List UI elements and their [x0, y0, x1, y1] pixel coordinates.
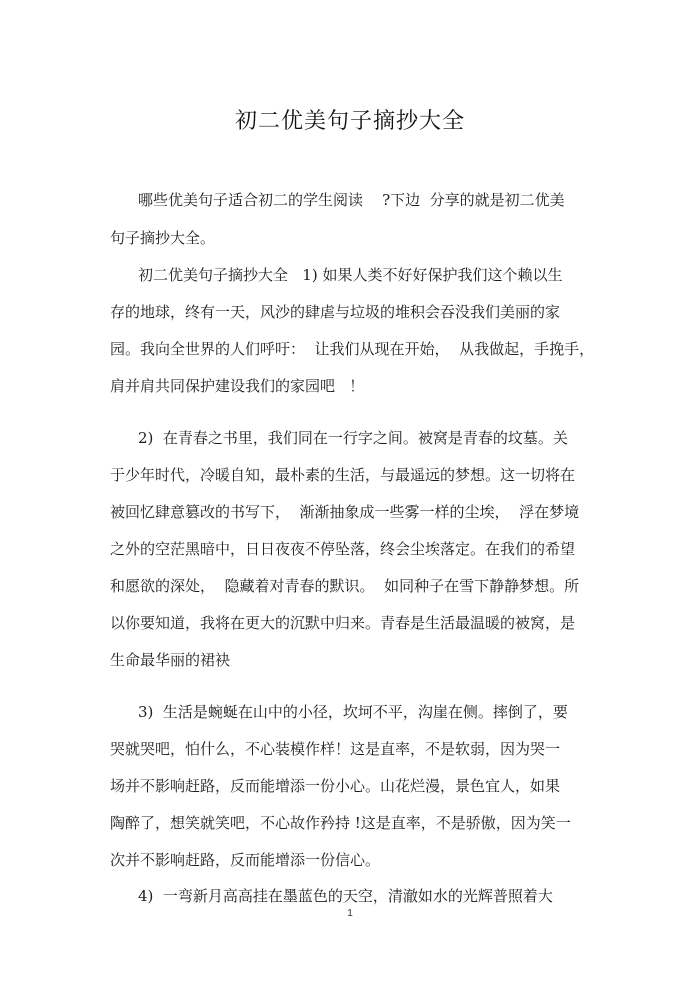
paragraph-line: 初二优美句子摘抄大全 1) 如果人类不好好保护我们这个赖以生: [138, 266, 563, 284]
document-title: 初二优美句子摘抄大全: [234, 109, 465, 134]
paragraph-line: 哭就哭吧，怕什么，不心装模作样！这是直率，不是软弱，因为哭一: [110, 740, 561, 758]
paragraph-line: 被回忆肆意篡改的书写下， 渐渐抽象成一些雾一样的尘埃， 浮在梦境: [110, 503, 580, 521]
paragraph-line: 场并不影响赶路，反而能增添一份小心。山花烂漫，景色宜人，如果: [110, 777, 561, 795]
paragraph-line: 园。我向全世界的人们呼吁： 让我们从现在开始， 从我做起，手挽手，: [110, 340, 595, 358]
paragraph-line: 陶醉了，想笑就笑吧，不心故作矜持 !这是直率，不是骄傲，因为笑一: [110, 814, 571, 832]
page-number: 1: [347, 908, 353, 919]
paragraph-line: 3) 生活是蜿蜒在山中的小径，坎坷不平，沟崖在侧。摔倒了，要: [138, 703, 568, 721]
paragraph-line: 和愿欲的深处， 隐藏着对青春的默识。 如同种子在雪下静静梦想。所: [110, 577, 580, 595]
paragraph-line: 2) 在青春之书里，我们同在一行字之间。被窝是青春的坟墓。关: [138, 429, 568, 447]
paragraph-line: 以你要知道，我将在更大的沉默中归来。青春是生活最温暖的被窝，是: [110, 614, 576, 632]
paragraph-line: 4) 一弯新月高高挂在墨蓝色的天空，清澈如水的光辉普照着大: [138, 887, 553, 905]
paragraph-line: 哪些优美句子适合初二的学生阅读 ?下边 分享的就是初二优美: [138, 191, 565, 209]
paragraph-line: 次并不影响赶路，反而能增添一份信心。: [110, 851, 381, 869]
paragraph-line: 生命最华丽的裙袂: [110, 651, 231, 669]
paragraph-line: 肩并肩共同保护建设我们的家园吧 ！: [110, 377, 365, 395]
paragraph-line: 于少年时代，冷暖自知，最朴素的生活，与最遥远的梦想。这一切将在: [110, 466, 576, 484]
paragraph-line: 句子摘抄大全。: [110, 229, 216, 247]
paragraph-line: 之外的空茫黑暗中，日日夜夜不停坠落，终会尘埃落定。在我们的希望: [110, 540, 576, 558]
paragraph-line: 存的地球，终有一天，风沙的肆虐与垃圾的堆积会吞没我们美丽的家: [110, 303, 561, 321]
